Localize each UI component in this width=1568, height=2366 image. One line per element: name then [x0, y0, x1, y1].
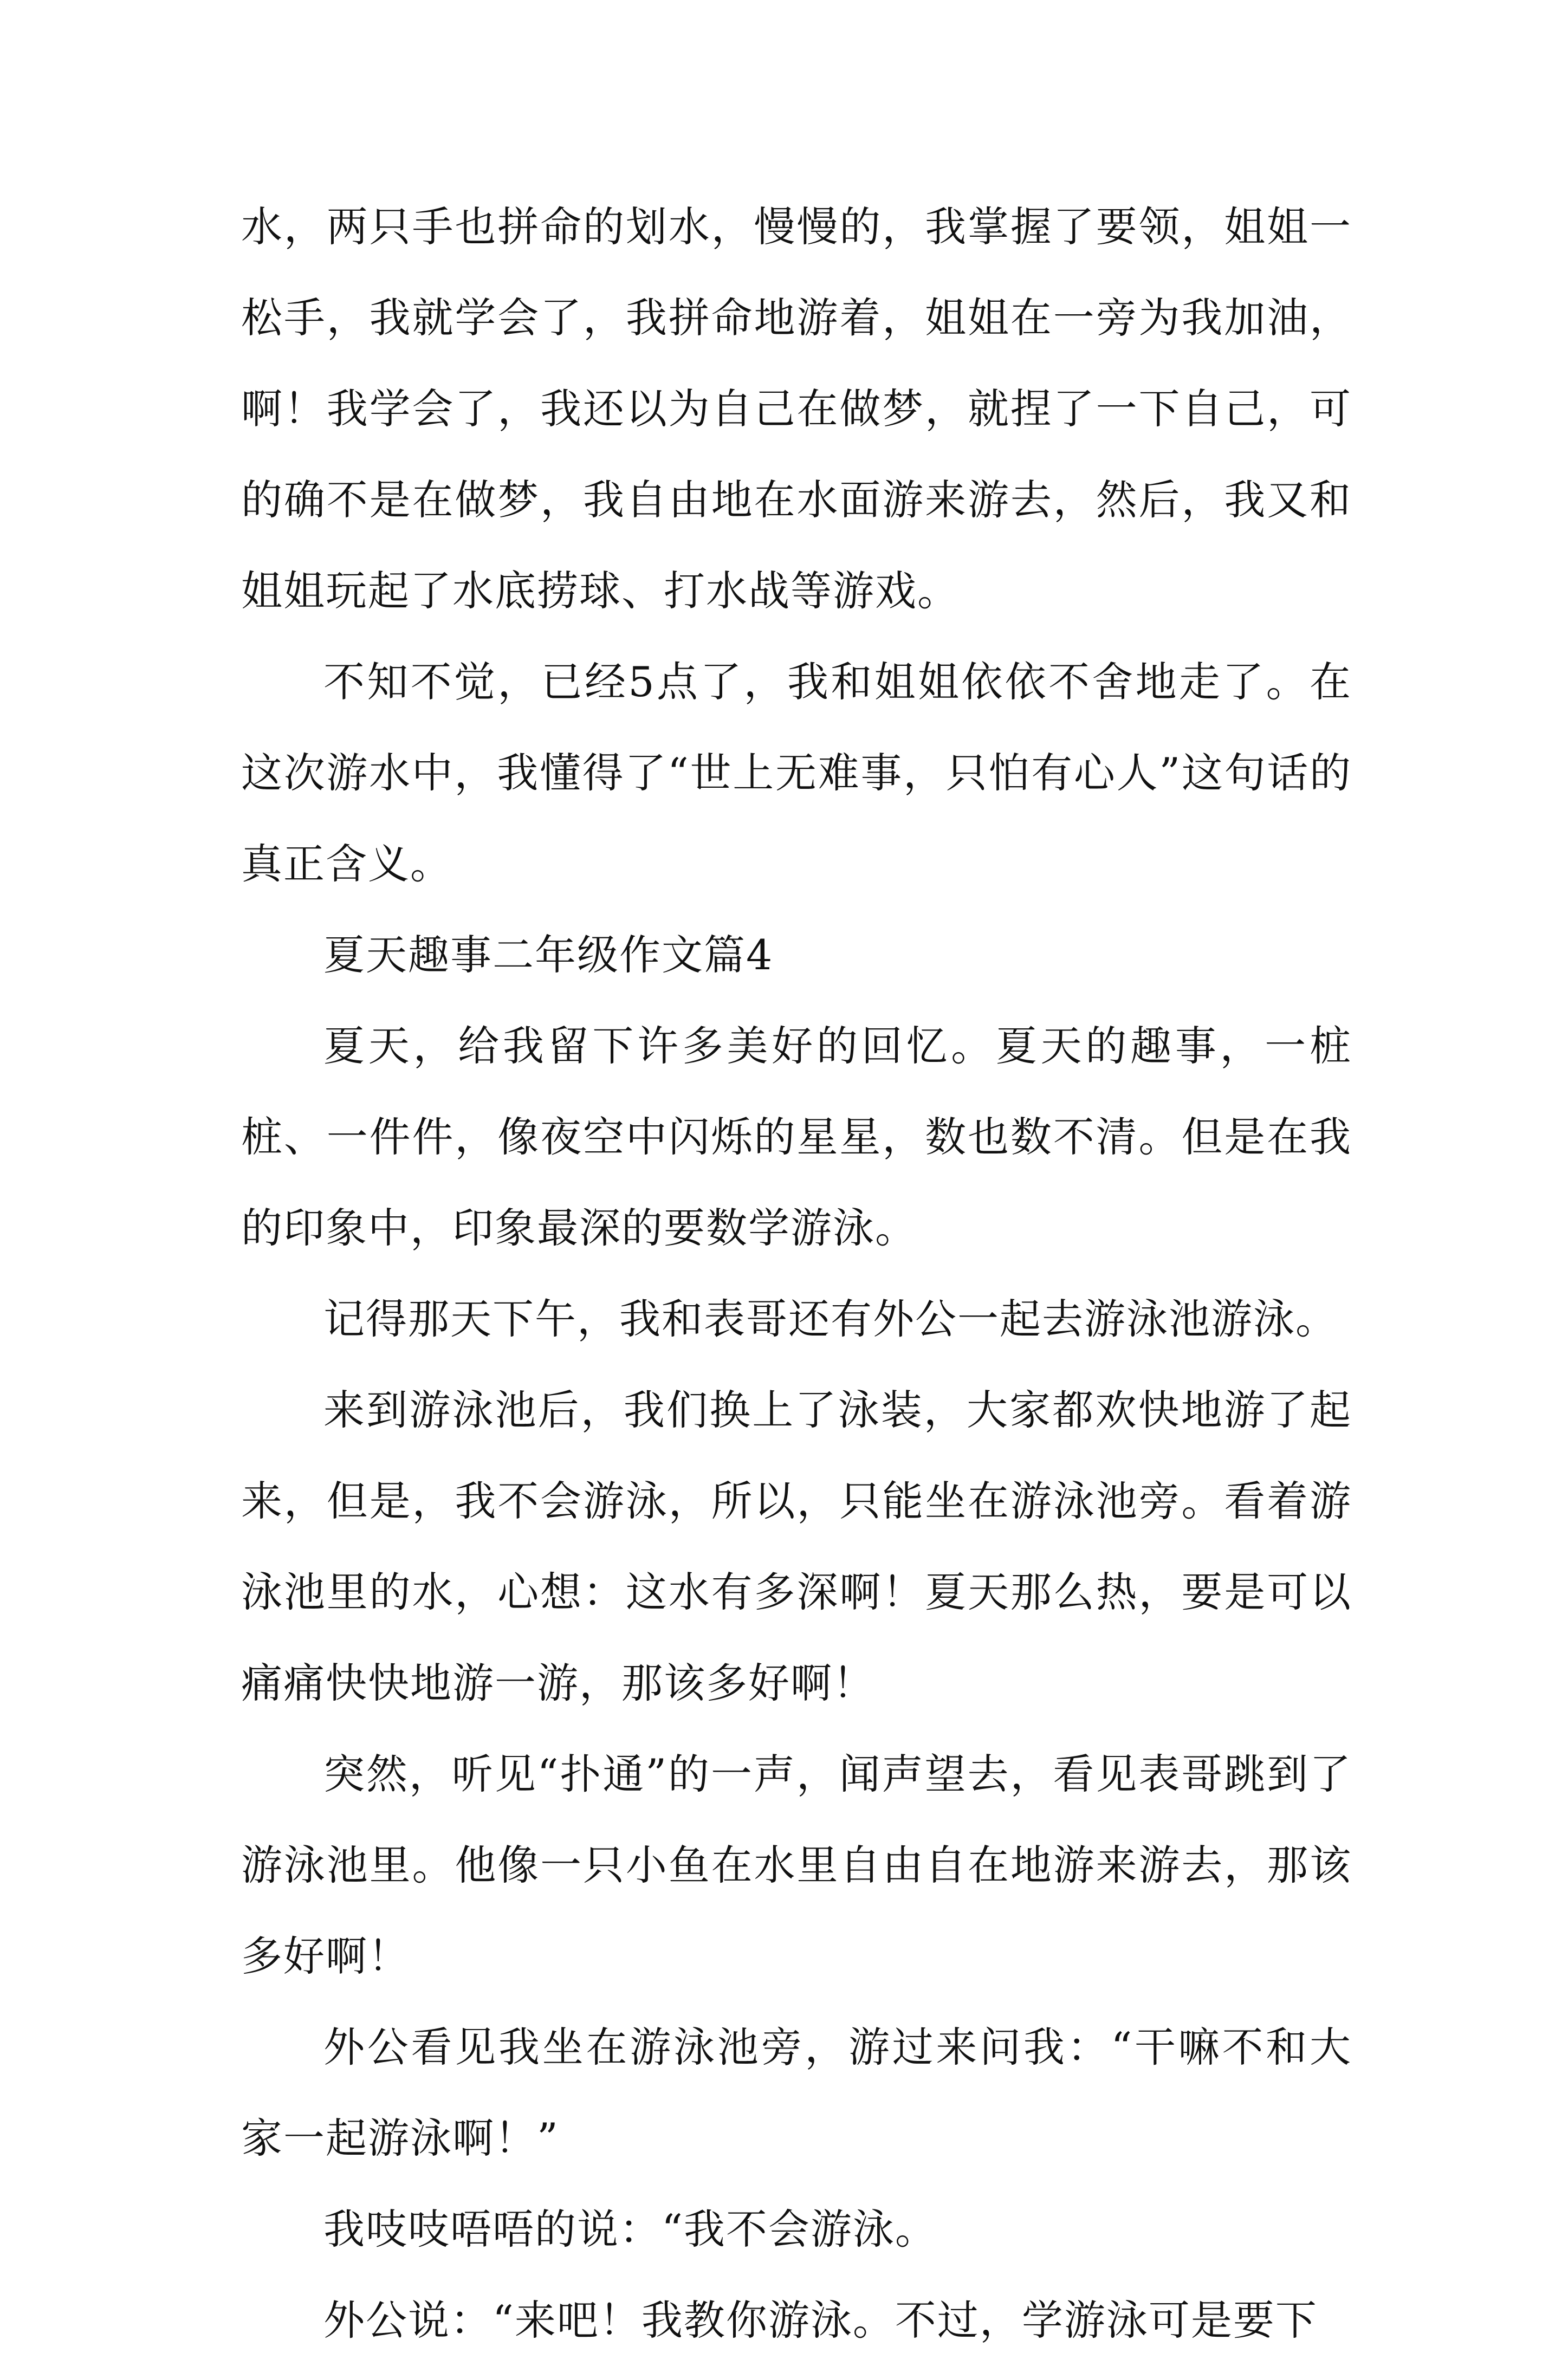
- paragraph-2: 不知不觉，已经5点了，我和姐姐依依不舍地走了。在这次游水中，我懂得了“世上无难事，只怕有心人”这句话的真正含义。: [241, 658, 1352, 888]
- paragraph-5: 记得那天下午，我和表哥还有外公一起去游泳池游泳。: [323, 1295, 1338, 1343]
- section-heading: 夏天趣事二年级作文篇4: [323, 931, 774, 979]
- paragraph-6: 来到游泳池后，我们换上了泳装，大家都欢快地游了起来，但是，我不会游泳，所以，只能坐在游泳池旁。看着游泳池里的水，心想：这水有多深啊！夏天那么热，要是可以痛痛快快地游一游，那该多好啊！: [241, 1386, 1352, 1707]
- paragraph-7: 突然，听见“扑通”的一声，闻声望去，看见表哥跳到了游泳池里。他像一只小鱼在水里自由自在地游来游去，那该多好啊！: [241, 1750, 1352, 1980]
- body-text: [241, 181, 1352, 2366]
- paragraph-9: 我吱吱唔唔的说：“我不会游泳。: [323, 2205, 937, 2253]
- paragraph-8: 外公看见我坐在游泳池旁，游过来问我：“干嘛不和大家一起游泳啊！”: [241, 2023, 1352, 2162]
- paragraph-1: 水，两只手也拼命的划水，慢慢的，我掌握了要领，姐姐一松手，我就学会了，我拼命地游着，姐姐在一旁为我加油，啊！我学会了，我还以为自己在做梦，就捏了一下自己，可的确不是在做梦，我自由地在水面游来游去，然后，我又和姐姐玩起了水底捞球、打水战等游戏。: [241, 203, 1352, 615]
- paragraph-4: 夏天，给我留下许多美好的回忆。夏天的趣事，一桩桩、一件件，像夜空中闪烁的星星，数也数不清。但是在我的印象中，印象最深的要数学游泳。: [241, 1022, 1352, 1252]
- paragraph-10: 外公说：“来吧！我教你游泳。不过，学游泳可是要下: [323, 2296, 1318, 2344]
